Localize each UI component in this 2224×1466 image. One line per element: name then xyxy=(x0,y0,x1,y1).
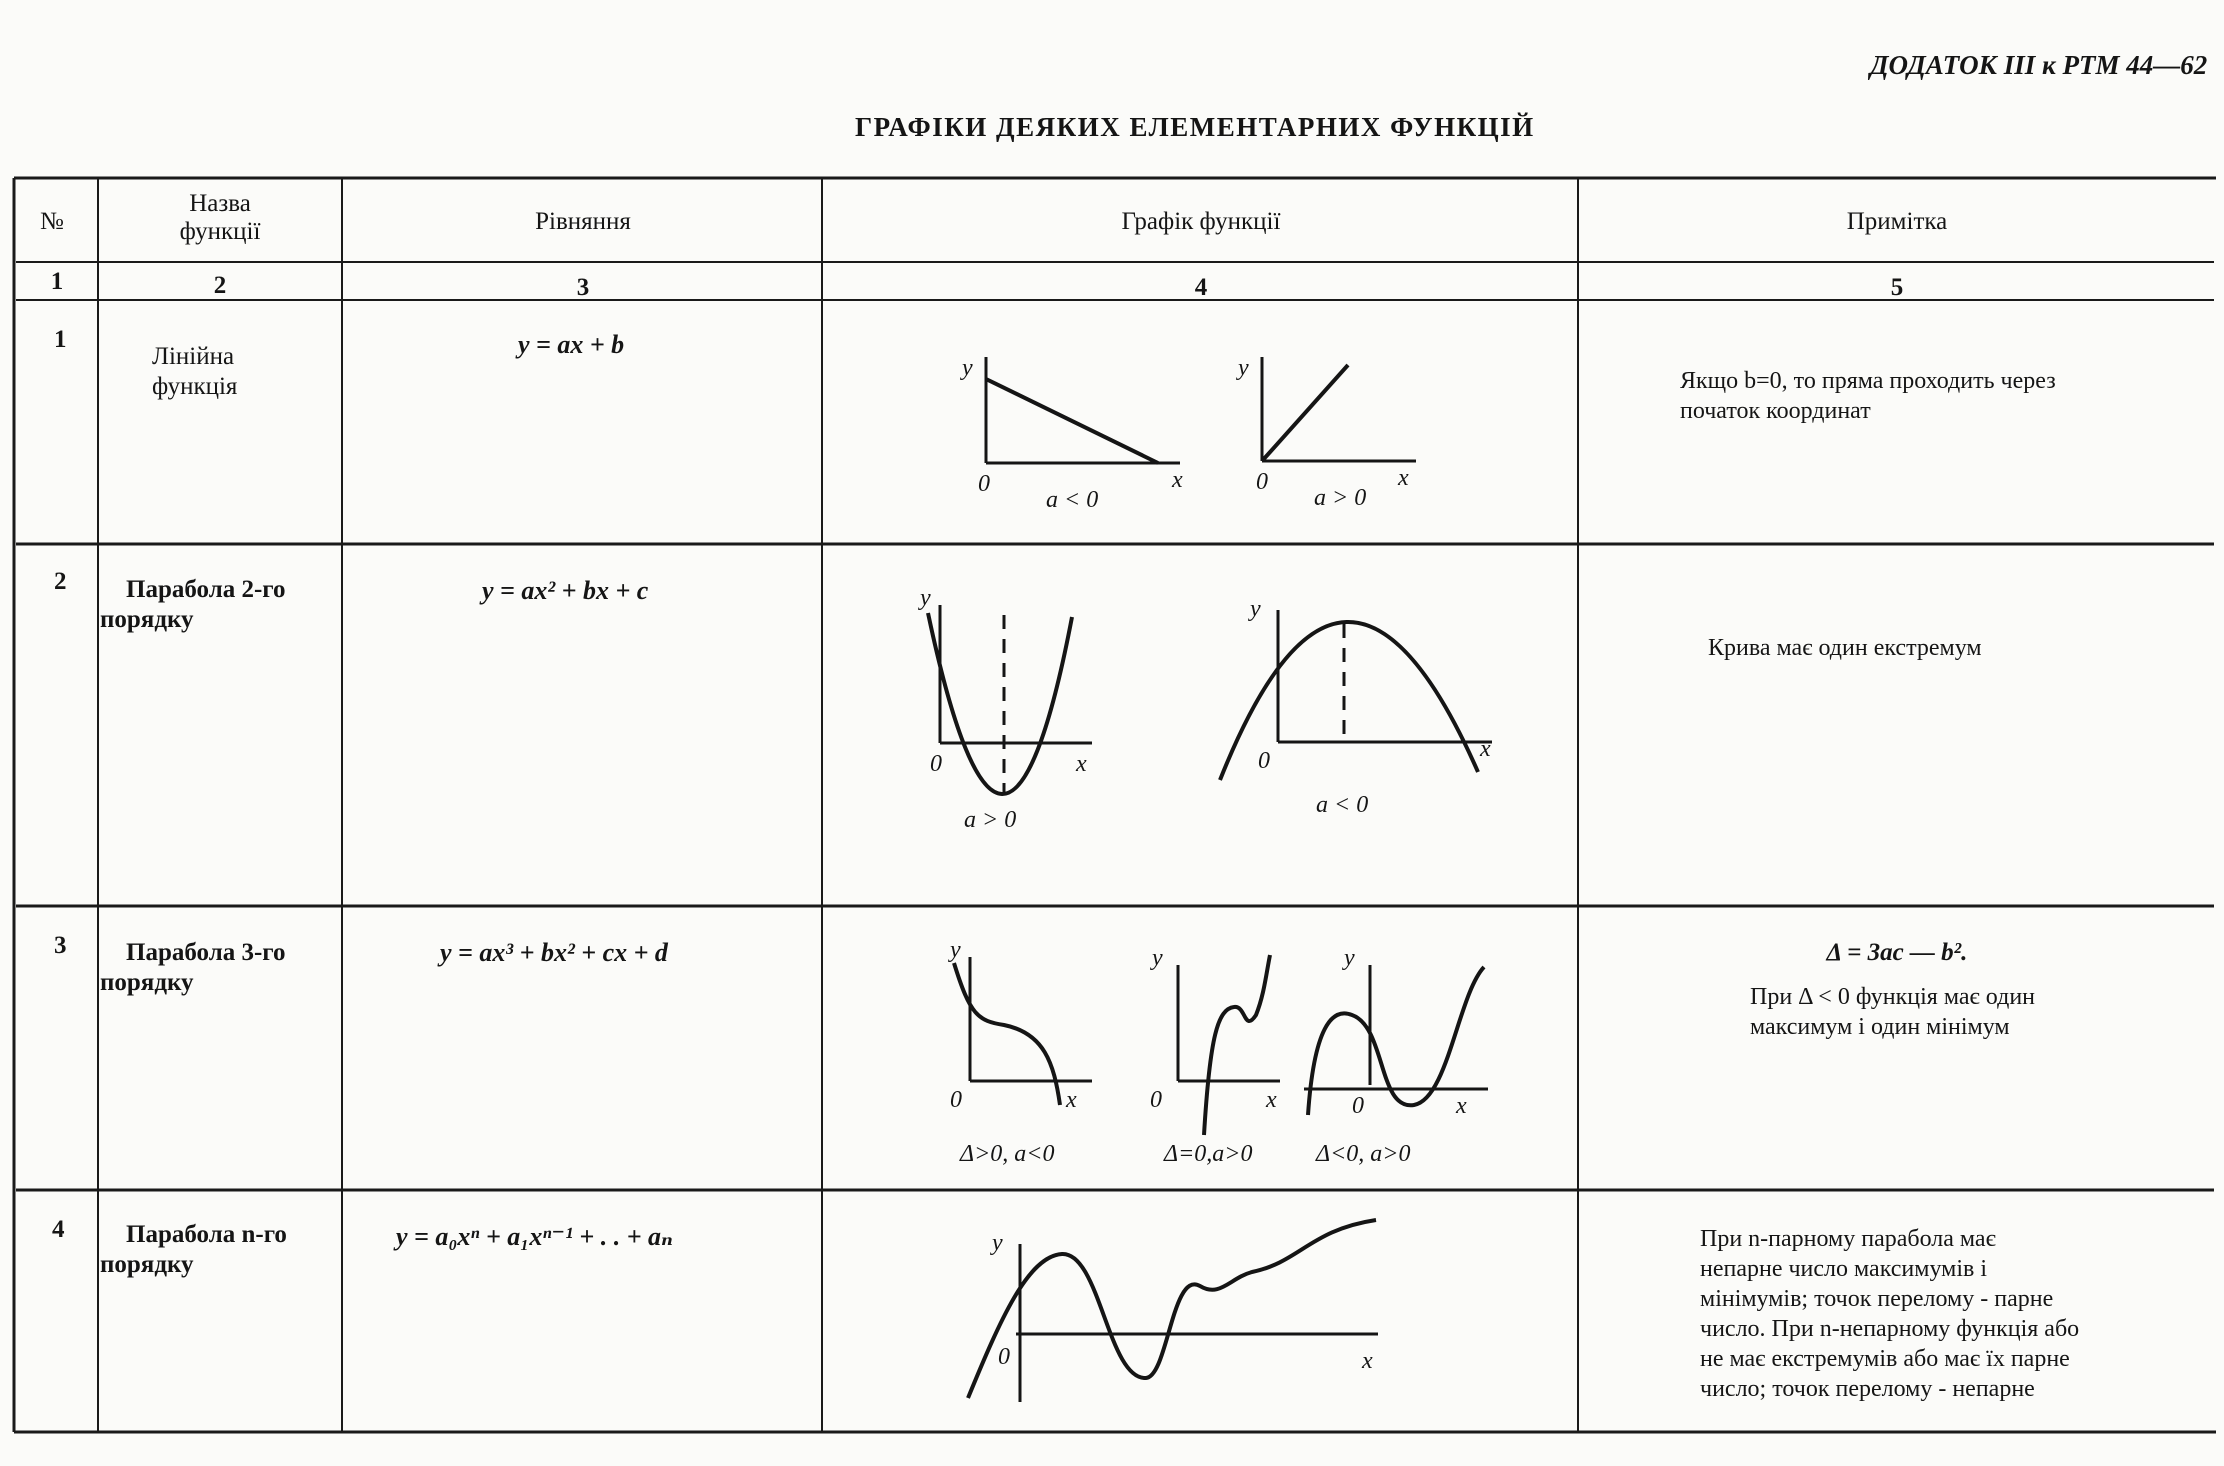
function-name xyxy=(100,1220,287,1280)
graph-origin-label: 0 xyxy=(950,1087,962,1113)
note xyxy=(1700,1224,2079,1404)
graph-linear-decreasing xyxy=(950,345,1200,520)
graph-origin-label: 0 xyxy=(978,471,990,497)
graph-condition-label: Δ>0, a<0 xyxy=(960,1141,1055,1167)
graph-cubic-2 xyxy=(1130,935,1290,1175)
note-line: При n-парному парабола має xyxy=(1700,1226,1996,1252)
note-line: число. При n-непарному функція або xyxy=(1700,1316,2080,1342)
function-name-line1: Парабола 3-го xyxy=(126,939,286,966)
note-line: мінімумів; точок перелому - парне xyxy=(1700,1286,2054,1312)
graph-condition-label: Δ=0,a>0 xyxy=(1164,1141,1253,1167)
note-line: початок координат xyxy=(1680,398,1871,424)
function-name xyxy=(100,938,286,998)
graph-y-label: y xyxy=(962,355,973,381)
col-header-num: № xyxy=(40,208,64,235)
graph-origin-label: 0 xyxy=(1256,469,1268,495)
function-name-line2: порядку xyxy=(100,969,194,996)
graph-condition-label: a < 0 xyxy=(1316,792,1369,818)
graph-cubic-3 xyxy=(1296,935,1512,1175)
function-name-line1: Парабола 2-го xyxy=(126,576,286,603)
graph-linear-increasing xyxy=(1226,345,1426,520)
graph-x-label: x xyxy=(1172,467,1183,493)
row-number: 1 xyxy=(54,326,67,353)
graph-condition-label: Δ<0, a>0 xyxy=(1316,1141,1411,1167)
col-header-equation: Рівняння xyxy=(535,208,631,235)
graph-parabola-downward xyxy=(1206,590,1506,830)
graph-x-label: x xyxy=(1066,1087,1077,1113)
col-index: 2 xyxy=(213,272,227,299)
graph-y-label: y xyxy=(920,585,931,611)
graph-y-label: y xyxy=(1250,596,1261,622)
equation: y = ax³ + bx² + cx + d xyxy=(440,938,668,967)
row-number: 4 xyxy=(52,1216,65,1243)
note-line: Якщо b=0, то пряма проходить через xyxy=(1680,368,2056,394)
note-line: число; точок перелому - непарне xyxy=(1700,1376,2035,1402)
graph-x-label: x xyxy=(1362,1348,1373,1374)
graph-parabola-upward xyxy=(900,575,1110,845)
function-name-line1: Лінійна xyxy=(152,343,235,370)
graph-x-label: x xyxy=(1456,1093,1467,1119)
equation: y = a₀xⁿ + a₁xⁿ⁻¹ + . . + aₙ xyxy=(396,1222,673,1251)
note-formula xyxy=(1580,938,2214,968)
graph-y-label: y xyxy=(950,937,961,963)
graph-origin-label: 0 xyxy=(930,751,942,777)
row-number: 3 xyxy=(54,932,67,959)
function-name xyxy=(100,575,286,635)
function-name-line2: порядку xyxy=(100,1251,194,1278)
graph-origin-label: 0 xyxy=(1352,1093,1364,1119)
appendix-label: ДОДАТОК III к РТМ 44—62 xyxy=(1870,50,2208,80)
col-index: 3 xyxy=(576,274,590,301)
graph-y-label: y xyxy=(1152,945,1163,971)
equation: y = ax² + bx + c xyxy=(482,576,649,605)
col-header-name xyxy=(100,190,340,246)
note-line: непарне число максимумів і xyxy=(1700,1256,1987,1282)
col-header-name-line1: Назва xyxy=(189,190,251,217)
graph-x-label: x xyxy=(1076,751,1087,777)
graph-origin-label: 0 xyxy=(998,1344,1010,1370)
graph-origin-label: 0 xyxy=(1150,1087,1162,1113)
graph-y-label: y xyxy=(992,1230,1003,1256)
graph-y-label: y xyxy=(1344,945,1355,971)
col-header-name-line2: функції xyxy=(179,218,261,245)
equation: y = ax + b xyxy=(518,330,625,359)
note-line: При Δ < 0 функція має один xyxy=(1750,984,2036,1010)
graph-condition-label: a < 0 xyxy=(1046,487,1099,513)
graph-cubic-1 xyxy=(940,935,1100,1175)
row-number: 2 xyxy=(54,568,67,595)
page-title: ГРАФІКИ ДЕЯКИХ ЕЛЕМЕНТАРНИХ ФУНКЦІЙ xyxy=(855,112,1535,142)
graph-condition-label: a > 0 xyxy=(964,807,1017,833)
graph-x-label: x xyxy=(1266,1087,1277,1113)
function-name-line2: функція xyxy=(152,373,238,400)
graph-x-label: x xyxy=(1398,465,1409,491)
note-line: максимум і один мінімум xyxy=(1750,1014,2010,1040)
graph-polynomial-n xyxy=(950,1210,1390,1420)
col-header-note: Примітка xyxy=(1846,208,1948,235)
graph-x-label: x xyxy=(1480,736,1491,762)
col-index: 5 xyxy=(1890,274,1904,301)
note-line: не має екстремумів або має їх парне xyxy=(1700,1346,2070,1372)
function-name-line1: Парабола n-го xyxy=(126,1221,287,1248)
function-name-line2: порядку xyxy=(100,606,194,633)
col-header-graph: Графік функції xyxy=(1121,208,1281,235)
note-formula-text: Δ = 3ac — b². xyxy=(1826,939,1968,966)
col-index: 1 xyxy=(50,268,64,295)
graph-origin-label: 0 xyxy=(1258,748,1270,774)
note: Крива має один екстремум xyxy=(1708,635,1982,661)
function-name xyxy=(152,342,237,402)
note xyxy=(1750,982,2035,1042)
graph-condition-label: a > 0 xyxy=(1314,485,1367,511)
col-index: 4 xyxy=(1194,274,1208,301)
graph-y-label: y xyxy=(1238,355,1249,381)
note xyxy=(1680,366,2056,426)
